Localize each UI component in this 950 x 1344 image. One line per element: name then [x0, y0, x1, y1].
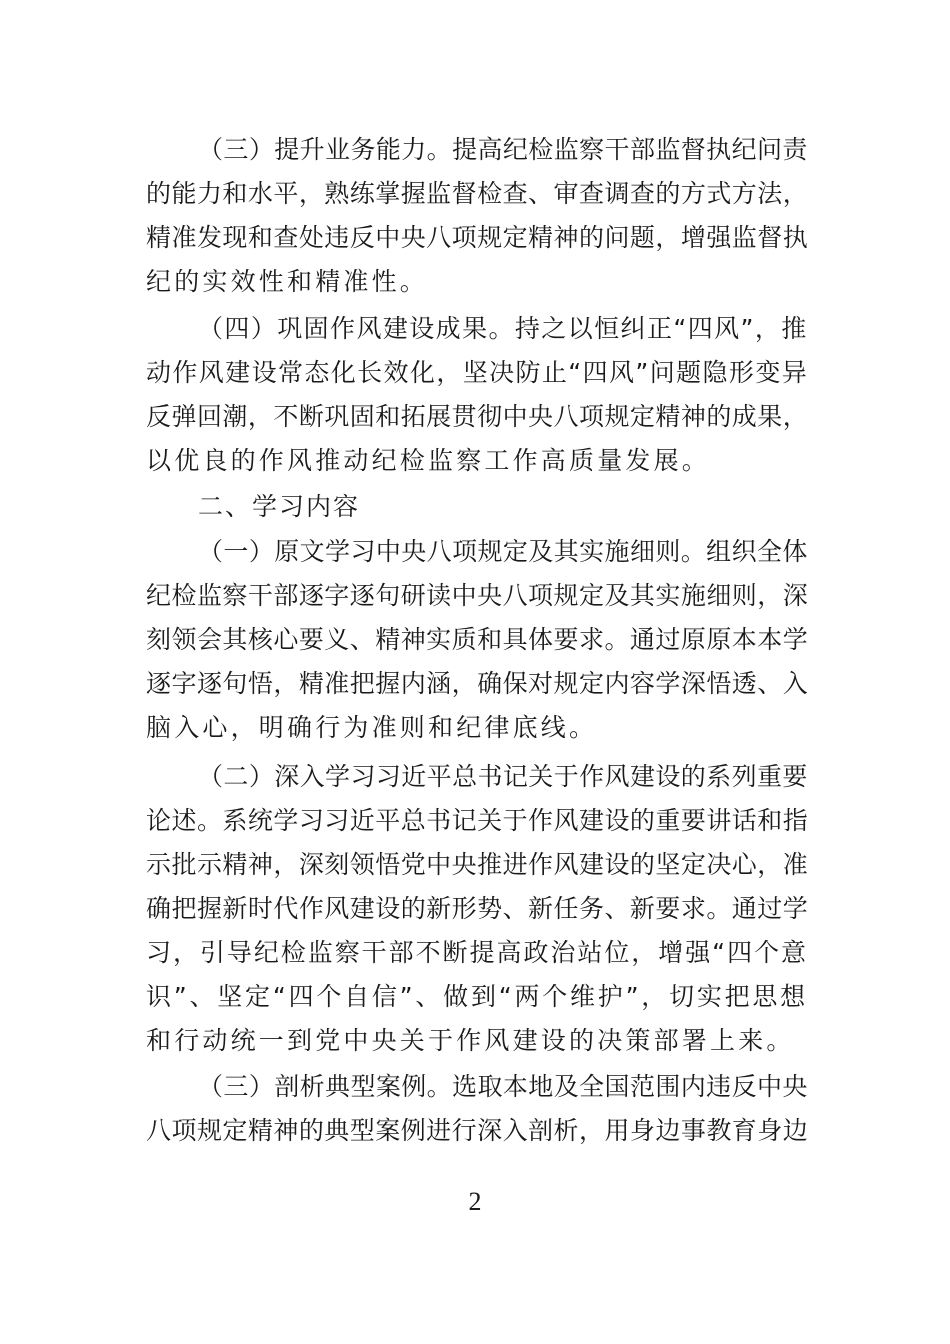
text-line: 刻领会其核心要义、精神实质和具体要求。通过原原本本学 [146, 625, 809, 654]
text-line: 确把握新时代作风建设的新形势、新任务、新要求。通过学 [146, 894, 809, 923]
text-line: 八项规定精神的典型案例进行深入剖析，用身边事教育身边 [146, 1116, 809, 1145]
text-line: 习，引导纪检监察干部不断提高政治站位，增强“四个意 [146, 938, 808, 967]
text-line: （二）深入学习习近平总书记关于作风建设的系列重要 [198, 762, 808, 791]
text-line: （三）剖析典型案例。选取本地及全国范围内违反中央 [198, 1072, 808, 1101]
text-line: 动作风建设常态化长效化，坚决防止“四风”问题隐形变异 [146, 358, 809, 387]
text-line: 精准发现和查处违反中央八项规定精神的问题，增强监督执 [146, 223, 809, 252]
text-line: 纪的实效性和精准性。 [146, 267, 429, 296]
section-heading: 二、学习内容 [198, 492, 361, 521]
text-line: 脑入心，明确行为准则和纪律底线。 [146, 713, 598, 742]
text-line: （一）原文学习中央八项规定及其实施细则。组织全体 [198, 537, 808, 566]
text-line: 和行动统一到党中央关于作风建设的决策部署上来。 [146, 1026, 795, 1055]
text-line: 识”、坚定“四个自信”、做到“两个维护”，切实把思想 [146, 982, 808, 1011]
text-line: （四）巩固作风建设成果。持之以恒纠正“四风”，推 [198, 314, 808, 343]
text-line: （三）提升业务能力。提高纪检监察干部监督执纪问责 [198, 135, 808, 164]
text-line: 纪检监察干部逐字逐句研读中央八项规定及其实施细则，深 [146, 581, 809, 610]
text-line: 以优良的作风推动纪检监察工作高质量发展。 [146, 446, 711, 475]
page-number: 2 [468, 1187, 482, 1216]
text-line: 逐字逐句悟，精准把握内涵，确保对规定内容学深悟透、入 [146, 669, 809, 698]
text-line: 反弹回潮，不断巩固和拓展贯彻中央八项规定精神的成果， [146, 402, 809, 431]
text-line: 的能力和水平，熟练掌握监督检查、审查调查的方式方法， [146, 179, 809, 208]
text-line: 论述。系统学习习近平总书记关于作风建设的重要讲话和指 [146, 806, 809, 835]
text-line: 示批示精神，深刻领悟党中央推进作风建设的坚定决心，准 [146, 850, 809, 879]
